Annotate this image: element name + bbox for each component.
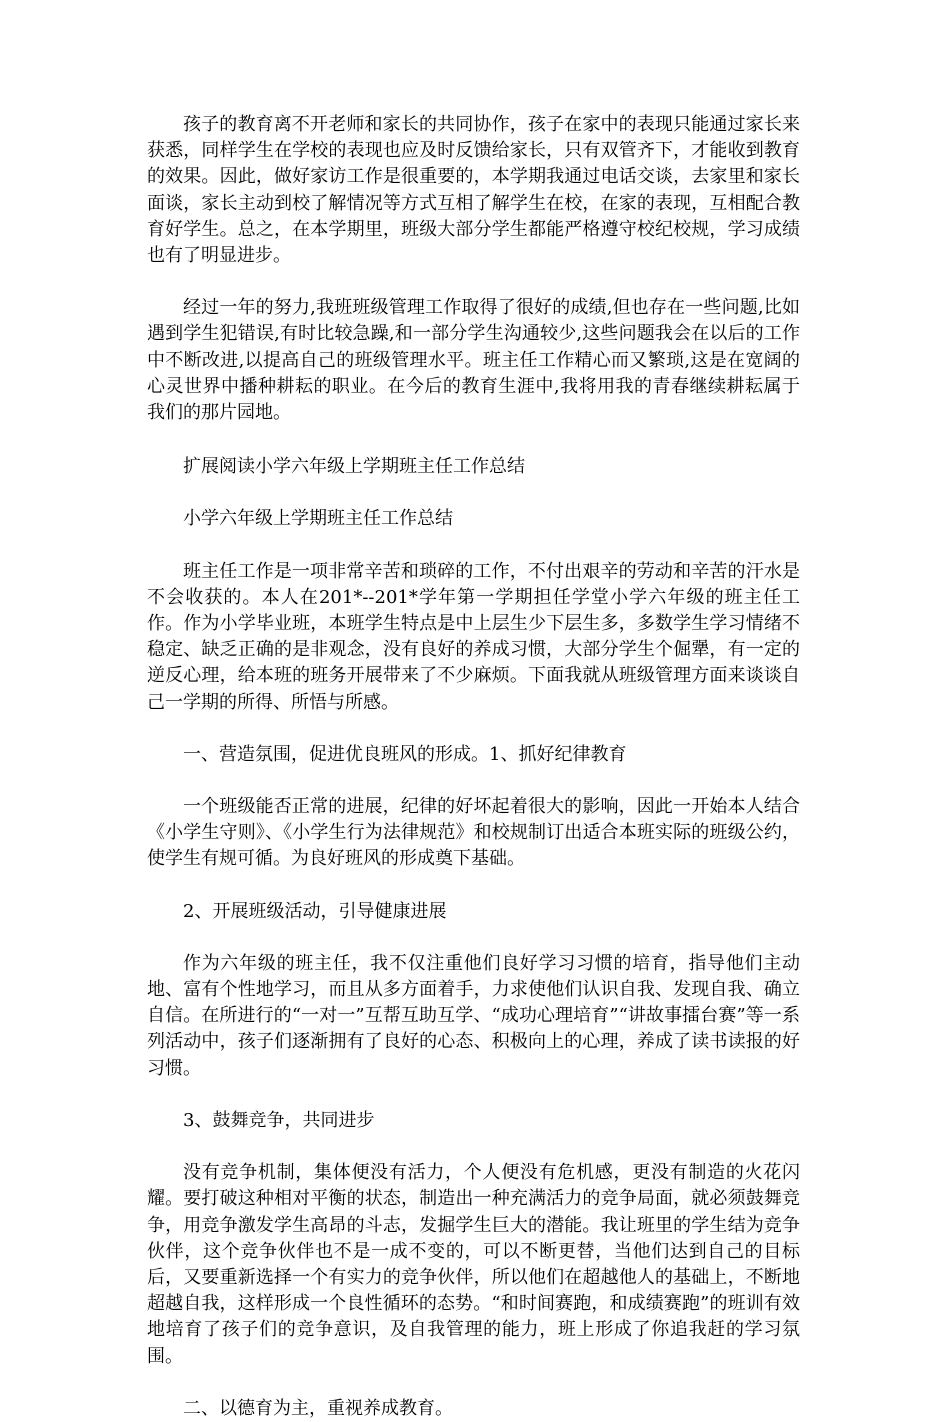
paragraph-year-review: 经过一年的努力,我班班级管理工作取得了很好的成绩,但也存在一些问题,比如遇到学生犯错误,有时比较急躁,和一部分学生沟通较少,这些问题我会在以后的工作中不断改进,以提高自己的班级管理水平。班主任工作精心而又繁琐,这是在宽阔的心灵世界中播种耕耘的职业。在今后的教育生涯中,我将用我的青春继续耕耘属于我们的那片园地。 xyxy=(147,297,800,424)
subsection-heading-2: 2、开展班级活动，引导健康进展 xyxy=(183,900,447,922)
section-heading-1: 一、营造氛围，促进优良班风的形成。1、抓好纪律教育 xyxy=(183,743,627,765)
paragraph-introduction: 班主任工作是一项非常辛苦和琐碎的工作，不付出艰辛的劳动和辛苦的汗水是不会收获的。本人在201*--201*学年第一学期担任学堂小学六年级的班主任工作。作为小学毕业班，本班学生特点是中上层生少下层生多，多数学生学习情绪不稳定、缺乏正确的是非观念，没有良好的养成习惯，大部分学生个倔犟，有一定的逆反心理，给本班的班务开展带来了不少麻烦。下面我就从班级管理方面来谈谈自己一学期的所得、所悟与所感。 xyxy=(147,560,800,713)
paragraph-competition: 没有竞争机制，集体便没有活力，个人便没有危机感，更没有制造的火花闪耀。要打破这种相对平衡的状态，制造出一种充满活力的竞争局面，就必须鼓舞竞争，用竞争激发学生高昂的斗志，发掘学生巨大的潜能。我让班里的学生结为竞争伙伴，这个竞争伙伴也不是一成不变的，可以不断更替，当他们达到自己的目标后，又要重新选择一个有实力的竞争伙伴，所以他们在超越他人的基础上，不断地超越自我，这样形成一个良性循环的态势。“和时间赛跑，和成绩赛跑”的班训有效地培育了孩子们的竞争意识，及自我管理的能力，班上形成了你追我赶的学习氛围。 xyxy=(147,1162,800,1367)
paragraph-class-activities: 作为六年级的班主任，我不仅注重他们良好学习习惯的培育，指导他们主动地、富有个性地学习，而且从多方面着手，力求使他们认识自我、发现自我、确立自信。在所进行的“一对一”互帮互助互学、“成功心理培育”“讲故事擂台赛”等一系列活动中，孩子们逐渐拥有了良好的心态、积极向上的心理，养成了读书读报的好习惯。 xyxy=(147,952,800,1079)
paragraph-discipline: 一个班级能否正常的进展，纪律的好坏起着很大的影响，因此一开始本人结合《小学生守则》、《小学生行为法律规范》和校规制订出适合本班实际的班级公约，使学生有规可循。为良好班风的形成奠下基础。 xyxy=(147,796,800,870)
section-heading-2: 二、以德育为主，重视养成教育。 xyxy=(183,1397,453,1419)
subsection-heading-3: 3、鼓舞竞争，共同进步 xyxy=(183,1109,375,1131)
extended-reading-heading: 扩展阅读小学六年级上学期班主任工作总结 xyxy=(183,456,525,478)
summary-title: 小学六年级上学期班主任工作总结 xyxy=(183,508,453,530)
paragraph-home-visits: 孩子的教育离不开老师和家长的共同协作，孩子在家中的表现只能通过家长来获悉，同样学生在学校的表现也应及时反馈给家长，只有双管齐下，才能收到教育的效果。因此，做好家访工作是很重要的，本学期我通过电话交谈，去家里和家长面谈，家长主动到校了解情况等方式互相了解学生在校，在家的表现，互相配合教育好学生。总之，在本学期里，班级大部分学生都能严格遵守校纪校规，学习成绩也有了明显进步。 xyxy=(147,114,800,267)
